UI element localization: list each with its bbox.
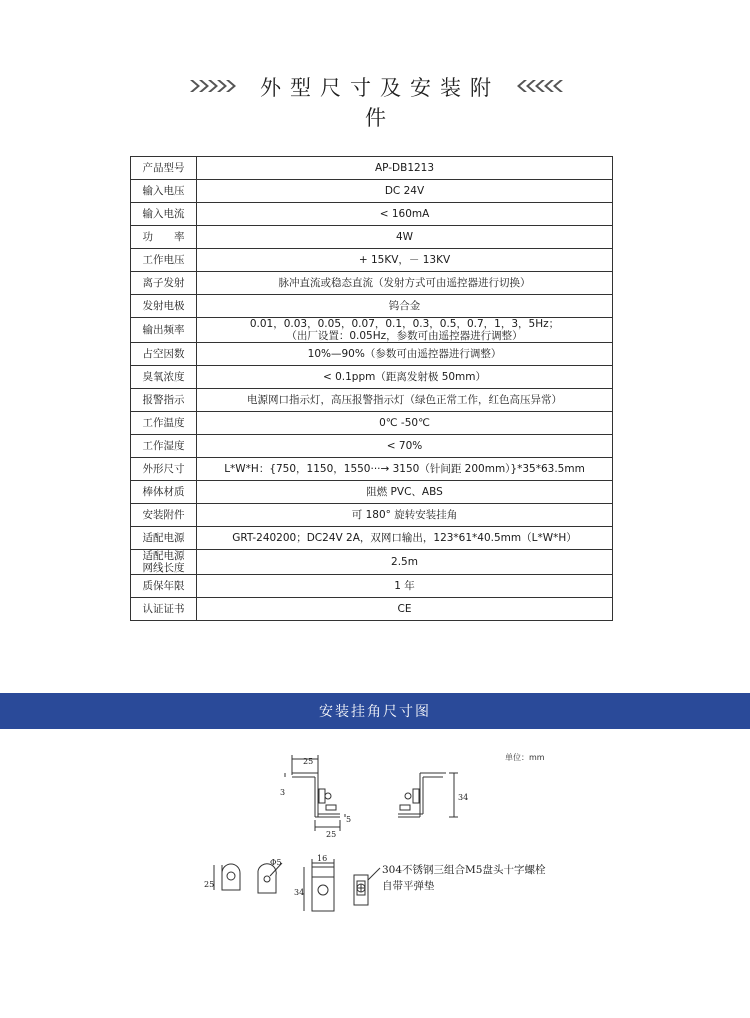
spec-row xyxy=(131,272,613,295)
spec-row xyxy=(131,412,613,435)
page-title: 外型尺寸及安装附件 xyxy=(260,76,500,130)
spec-row xyxy=(131,366,613,389)
spec-row xyxy=(131,249,613,272)
bracket-front-view xyxy=(214,864,240,890)
dim-bottom-offset: 5 xyxy=(346,815,352,824)
spec-value-line1: 0.01，0.03，0.05，0.07，0.1，0.3，0.5，0.7，1，3，5Hz； xyxy=(249,318,560,330)
install-bracket-banner xyxy=(0,693,750,729)
spec-value: < 70% xyxy=(197,435,613,458)
screw-note-line1: 304不锈钢三组合M5盘头十字螺栓 xyxy=(382,864,546,876)
dim-side-width: 16 xyxy=(317,854,328,863)
spec-label: 适配电源 网线长度 xyxy=(131,550,197,575)
spec-value: 2.5m xyxy=(197,550,613,575)
spec-label: 报警指示 xyxy=(131,389,197,412)
spec-row xyxy=(131,343,613,366)
spec-value: 脉冲直流或稳态直流（发射方式可由遥控器进行切换） xyxy=(197,272,613,295)
section-title-row xyxy=(0,70,750,130)
chevrons-left-icon xyxy=(517,78,567,94)
bracket-side-view-right xyxy=(398,773,458,817)
spec-row xyxy=(131,527,613,550)
screw-view xyxy=(354,868,380,905)
spec-value: 电源网口指示灯，高压报警指示灯（绿色正常工作，红色高压异常） xyxy=(197,389,613,412)
bracket-side-view-left xyxy=(285,755,345,831)
spec-label: 输入电压 xyxy=(131,180,197,203)
spec-row xyxy=(131,598,613,621)
spec-label: 质保年限 xyxy=(131,575,197,598)
spec-label: 臭氧浓度 xyxy=(131,366,197,389)
spec-value: < 160mA xyxy=(197,203,613,226)
spec-label: 棒体材质 xyxy=(131,481,197,504)
spec-row xyxy=(131,550,613,575)
spec-value: AP-DB1213 xyxy=(197,157,613,180)
dim-small-height: 25 xyxy=(204,880,215,889)
spec-label: 安装附件 xyxy=(131,504,197,527)
spec-row xyxy=(131,575,613,598)
spec-value: 10%—90%（参数可由遥控器进行调整） xyxy=(197,343,613,366)
spec-value: 0℃ -50℃ xyxy=(197,412,613,435)
spec-label: 外形尺寸 xyxy=(131,458,197,481)
spec-value: DC 24V xyxy=(197,180,613,203)
spec-row xyxy=(131,458,613,481)
spec-value: 可 180° 旋转安装挂角 xyxy=(197,504,613,527)
spec-value: + 15KV，－ 13KV xyxy=(197,249,613,272)
spec-value: 4W xyxy=(197,226,613,249)
spec-label: 占空因数 xyxy=(131,343,197,366)
dim-bottom-width: 25 xyxy=(326,830,337,839)
spec-value: L*W*H：{750，1150，1550···→ 3150（针间距 200mm）}*35*63.5mm xyxy=(197,458,613,481)
spec-label: 工作湿度 xyxy=(131,435,197,458)
dim-top-width: 25 xyxy=(303,757,314,766)
spec-label: 输入电流 xyxy=(131,203,197,226)
spec-value: < 0.1ppm（距离发射极 50mm） xyxy=(197,366,613,389)
spec-value: 1 年 xyxy=(197,575,613,598)
dim-left-offset: 3 xyxy=(280,788,286,797)
spec-table xyxy=(130,156,613,621)
spec-row xyxy=(131,481,613,504)
screw-note-line2: 自带平弹垫 xyxy=(382,880,435,892)
chevrons-right-icon xyxy=(190,78,240,94)
dim-height: 34 xyxy=(458,793,469,802)
bracket-back-view xyxy=(304,859,334,911)
spec-value-line2: （出厂设置：0.05Hz，参数可由遥控器进行调整） xyxy=(286,330,523,342)
spec-row xyxy=(131,226,613,249)
spec-row xyxy=(131,157,613,180)
spec-label: 适配电源 xyxy=(131,527,197,550)
banner-title: 安装挂角尺寸图 xyxy=(319,704,431,720)
spec-row xyxy=(131,389,613,412)
spec-value xyxy=(197,318,613,343)
spec-label: 工作电压 xyxy=(131,249,197,272)
spec-row xyxy=(131,295,613,318)
spec-label: 输出频率 xyxy=(131,318,197,343)
spec-label: 离子发射 xyxy=(131,272,197,295)
dim-hole-diameter: Φ5 xyxy=(270,858,282,867)
spec-value: GRT-240200；DC24V 2A，双网口输出，123*61*40.5mm（L*W*H） xyxy=(197,527,613,550)
spec-label: 工作温度 xyxy=(131,412,197,435)
bracket-hole-view xyxy=(258,863,282,893)
dim-side-height: 34 xyxy=(294,888,305,897)
unit-note: 单位：mm xyxy=(505,753,545,762)
spec-row xyxy=(131,504,613,527)
bracket-dimension-drawing xyxy=(200,745,560,920)
spec-label: 认证证书 xyxy=(131,598,197,621)
spec-label: 功 率 xyxy=(131,226,197,249)
spec-row xyxy=(131,318,613,343)
spec-value: CE xyxy=(197,598,613,621)
spec-value: 钨合金 xyxy=(197,295,613,318)
spec-label: 产品型号 xyxy=(131,157,197,180)
spec-value: 阻燃 PVC、ABS xyxy=(197,481,613,504)
spec-label: 发射电极 xyxy=(131,295,197,318)
spec-row xyxy=(131,203,613,226)
spec-row xyxy=(131,435,613,458)
spec-row xyxy=(131,180,613,203)
